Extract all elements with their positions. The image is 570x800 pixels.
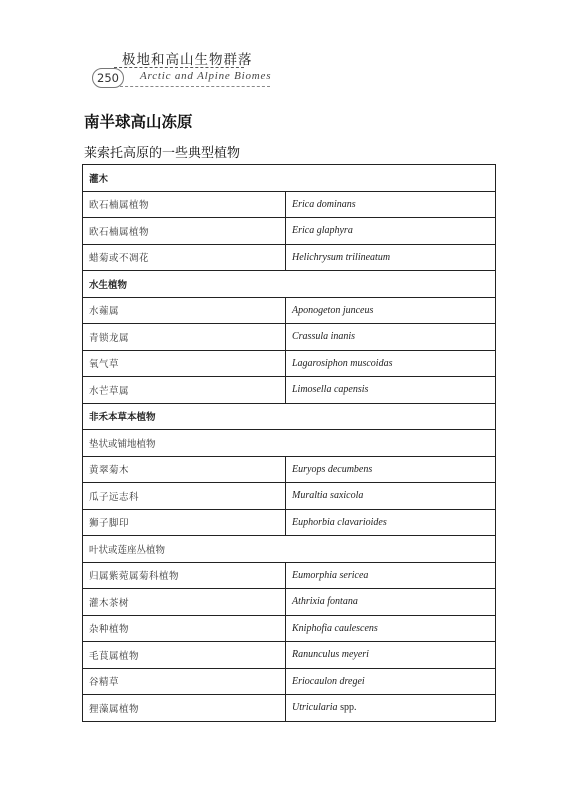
category-row [83,403,496,430]
table-row [83,483,496,510]
table-row [83,615,496,642]
chinese-name: 黄翠菊木 [83,456,286,483]
latin-name: Euphorbia clavarioides [286,509,496,536]
chinese-name: 水芒草属 [83,377,286,404]
header-dashed-line [114,67,244,68]
latin-name: Athrixia fontana [286,589,496,616]
table-row [83,589,496,616]
chinese-name: 欧石楠属植物 [83,191,286,218]
table-row [83,642,496,669]
latin-name: Kniphofia caulescens [286,615,496,642]
running-header [92,44,292,90]
chinese-name: 谷精草 [83,668,286,695]
latin-name: Ranunculus meyeri [286,642,496,669]
latin-suffix: spp. [340,702,357,714]
section-title: 南半球高山冻原 [84,112,193,131]
subcategory-label: 叶状或莲座丛植物 [83,536,496,563]
latin-name [286,695,496,722]
table-row [83,297,496,324]
chinese-name: 归属紫菀属菊科植物 [83,562,286,589]
chinese-name: 欧石楠属植物 [83,218,286,245]
latin-name: Erica glaphyra [286,218,496,245]
chinese-name: 水蕹属 [83,297,286,324]
chinese-name: 灌木茶树 [83,589,286,616]
latin-name: Eumorphia sericea [286,562,496,589]
table-row [83,695,496,722]
latin-name: Lagarosiphon muscoidas [286,350,496,377]
category-row [83,271,496,298]
chinese-name: 狮子脚印 [83,509,286,536]
table-row [83,456,496,483]
table-row [83,562,496,589]
latin-name: Muraltia saxicola [286,483,496,510]
chinese-name: 杂种植物 [83,615,286,642]
subcategory-row [83,536,496,563]
chinese-name: 毛茛属植物 [83,642,286,669]
subcategory-label: 垫状或铺地植物 [83,430,496,457]
table-row [83,509,496,536]
table-title: 莱索托高原的一些典型植物 [84,146,241,161]
latin-name: Aponogeton junceus [286,297,496,324]
book-title-chinese: 极地和高山生物群落 [122,52,253,68]
category-row [83,165,496,192]
header-dashed-underline [120,86,270,87]
table-row [83,350,496,377]
table-row [83,191,496,218]
latin-name: Crassula inanis [286,324,496,351]
subcategory-row [83,430,496,457]
latin-name: Erica dominans [286,191,496,218]
chinese-name: 氧气草 [83,350,286,377]
chinese-name: 青锁龙属 [83,324,286,351]
chinese-name: 狸藻属植物 [83,695,286,722]
category-label: 非禾本草本植物 [83,403,496,430]
latin-genus: Utricularia [292,702,338,714]
plant-table [82,164,496,722]
latin-name: Helichrysum trilineatum [286,244,496,271]
table-row [83,244,496,271]
book-title-english: Arctic and Alpine Biomes [140,70,272,82]
table-row [83,324,496,351]
chinese-name: 蜡菊或不凋花 [83,244,286,271]
page-number: 250 [92,68,124,88]
latin-name: Euryops decumbens [286,456,496,483]
category-label: 水生植物 [83,271,496,298]
table-row [83,377,496,404]
latin-name: Limosella capensis [286,377,496,404]
category-label: 灌木 [83,165,496,192]
table-row [83,218,496,245]
chinese-name: 瓜子远志科 [83,483,286,510]
latin-name: Eriocaulon dregei [286,668,496,695]
table-row [83,668,496,695]
